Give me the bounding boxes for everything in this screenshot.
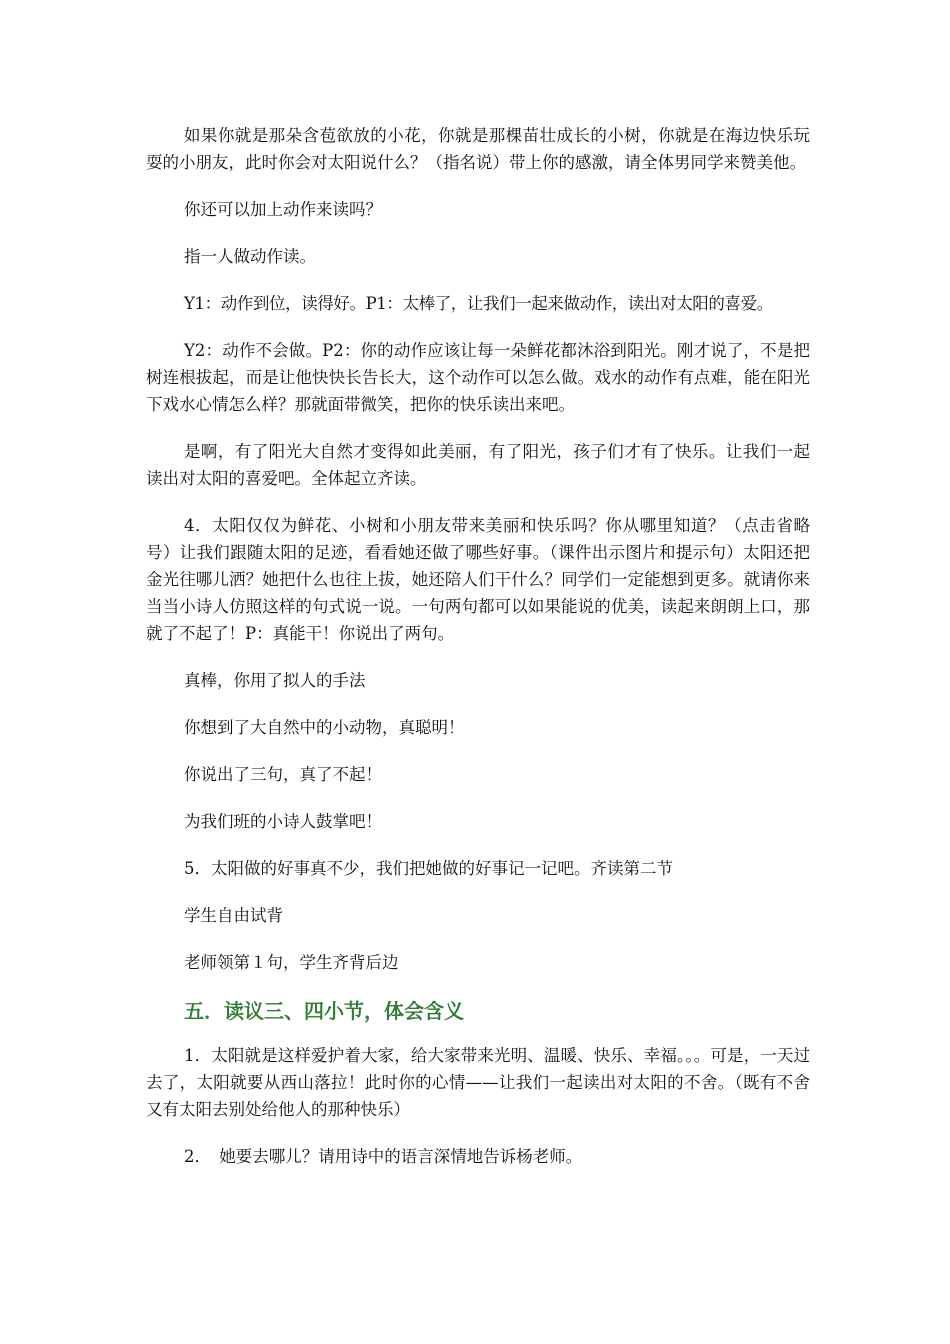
- paragraph: 1．太阳就是这样爱护着大家，给大家带来光明、温暖、快乐、幸福。。。可是，一天过去了，太阳就要从西山落拉！此时你的心情——让我们一起读出对太阳的不舍。（既有不舍又有太阳去别处给他人的那种快乐）: [146, 1046, 810, 1119]
- paragraph: 真棒，你用了拟人的手法: [184, 671, 366, 690]
- paragraph: 5．太阳做的好事真不少，我们把她做的好事记一记吧。齐读第二节: [184, 859, 673, 878]
- paragraph: Y1：动作到位，读得好。P1：太棒了，让我们一起来做动作，读出对太阳的喜爱。: [184, 294, 773, 313]
- paragraph: 指一人做动作读。: [184, 247, 316, 266]
- paragraph: 2． 她要去哪儿？请用诗中的语言深情地告诉杨老师。: [184, 1147, 583, 1166]
- paragraph: 为我们班的小诗人鼓掌吧！: [184, 812, 382, 831]
- paragraph: 学生自由试背: [184, 906, 283, 925]
- paragraph: 你说出了三句，真了不起！: [184, 765, 382, 784]
- paragraph: 你还可以加上动作来读吗？: [184, 200, 382, 219]
- paragraph: 是啊，有了阳光大自然才变得如此美丽，有了阳光，孩子们才有了快乐。让我们一起读出对太阳的喜爱吧。全体起立齐读。: [146, 442, 810, 488]
- document-page: [146, 122, 810, 1190]
- section-heading: 五．读议三、四小节，体会含义: [184, 999, 464, 1023]
- paragraph: Y2：动作不会做。P2：你的动作应该让每一朵鲜花都沐浴到阳光。刚才说了，不是把树连根拔起，而是让他快快长告长大，这个动作可以怎么做。戏水的动作有点难，能在阳光下戏水心情怎么样？那就面带微笑，把你的快乐读出来吧。: [146, 341, 810, 414]
- paragraph: 老师领第１句，学生齐背后边: [184, 953, 399, 972]
- paragraph: 4．太阳仅仅为鲜花、小树和小朋友带来美丽和快乐吗？你从哪里知道？（点击省略号）让我们跟随太阳的足迹，看看她还做了哪些好事。（课件出示图片和提示句）太阳还把金光往哪儿洒？她把什么也往上拔，她还陪人们干什么？同学们一定能想到更多。就请你来当当小诗人仿照这样的句式说一说。一句两句都可以如果能说的优美，读起来朗朗上口，那就了不起了！P：真能干！你说出了两句。: [146, 516, 810, 643]
- paragraph: 如果你就是那朵含苞欲放的小花，你就是那棵苗壮成长的小树，你就是在海边快乐玩耍的小朋友，此时你会对太阳说什么？（指名说）带上你的感激，请全体男同学来赞美他。: [146, 126, 810, 172]
- paragraph: 你想到了大自然中的小动物，真聪明！: [184, 718, 465, 737]
